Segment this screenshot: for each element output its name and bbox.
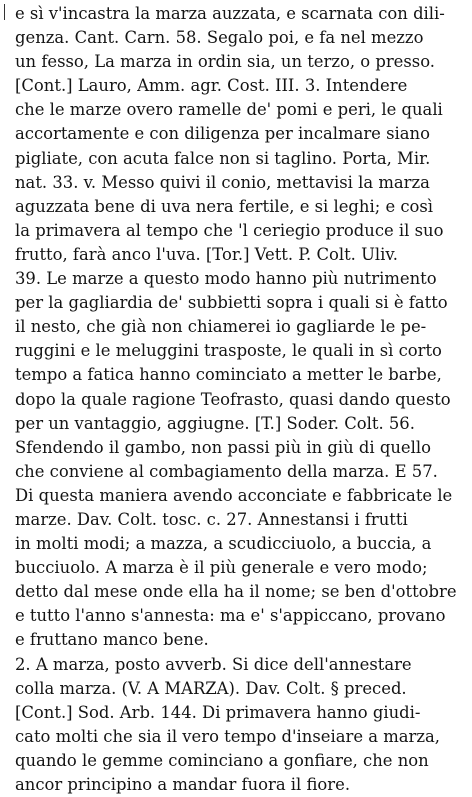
- text-line: marze. Dav. Colt. tosc. c. 27. Annestansi i frutti: [15, 509, 408, 529]
- text-line: aguzzata bene di uva nera fertile, e si leghi; e così: [15, 196, 434, 216]
- text-line: 2. A marza, posto avverb. Si dice dell'annestare: [15, 654, 412, 674]
- text-line: frutto, farà anco l'uva. [Tor.] Vett. P. Colt. Uliv.: [15, 244, 398, 264]
- text-line: [Cont.] Lauro, Amm. agr. Cost. III. 3. Intendere: [15, 76, 408, 96]
- text-line: un fesso, La marza in ordin sia, un terzo, o presso.: [15, 52, 435, 72]
- text-line: detto dal mese onde ella ha il nome; se ben d'ottobre: [15, 582, 457, 602]
- text-line: in molti modi; a mazza, a scudicciuolo, a buccia, a: [15, 534, 432, 554]
- text-line: Di questa maniera avendo acconciate e fabbricate le: [15, 485, 453, 505]
- text-line: che conviene al combagiamento della marza. E 57.: [15, 461, 438, 481]
- text-line: e fruttano manco bene.: [15, 630, 209, 650]
- text-line: il nesto, che già non chiamerei io gagliarde le pe-: [15, 317, 427, 337]
- margin-rule: [4, 4, 5, 20]
- text-line: cato molti che sia il vero tempo d'inseiare a marza,: [15, 726, 440, 746]
- text-line: nat. 33. v. Messo quivi il conio, mettavisi la marza: [15, 172, 430, 192]
- text-line: genza. Cant. Carn. 58. Segalo poi, e fa nel mezzo: [15, 28, 424, 48]
- text-line: per la gagliardia de' subbietti sopra i quali si è fatto: [15, 293, 448, 313]
- text-line: bucciuolo. A marza è il più generale e vero modo;: [15, 558, 428, 578]
- text-line: pigliate, con acuta falce non si taglino. Porta, Mir.: [15, 148, 431, 168]
- text-line: 39. Le marze a questo modo hanno più nutrimento: [15, 269, 437, 289]
- text-line: colla marza. (V. A MARZA). Dav. Colt. § preced.: [15, 678, 407, 698]
- text-line: e sì v'incastra la marza auzzata, e scarnata con dili-: [15, 4, 445, 23]
- text-line: e tutto l'anno s'annesta: ma e' s'appiccano, provano: [15, 606, 446, 626]
- text-line: accortamente e con diligenza per incalmare siano: [15, 124, 430, 144]
- text-line: dopo la quale ragione Teofrasto, quasi dando questo: [15, 389, 451, 409]
- text-line: [Cont.] Sod. Arb. 144. Di primavera hanno giudi-: [15, 702, 421, 722]
- text-line: ruggini e le meluggini trasposte, le quali in sì corto: [15, 341, 442, 361]
- text-line: per un vantaggio, aggiugne. [T.] Soder. Colt. 56.: [15, 413, 415, 433]
- text-line: la primavera al tempo che 'l ceriegio produce il suo: [15, 220, 444, 240]
- text-line: Sfendendo il gambo, non passi più in giù di quello: [15, 437, 431, 457]
- text-line: ancor principino a mandar fuora il fiore.: [15, 775, 351, 794]
- text-line: quando le gemme cominciano a gonfiare, che non: [15, 750, 429, 770]
- text-line: tempo a fatica hanno cominciato a metter le barbe,: [15, 365, 442, 385]
- text-line: che le marze overo ramelle de' pomi e peri, le quali: [15, 100, 443, 120]
